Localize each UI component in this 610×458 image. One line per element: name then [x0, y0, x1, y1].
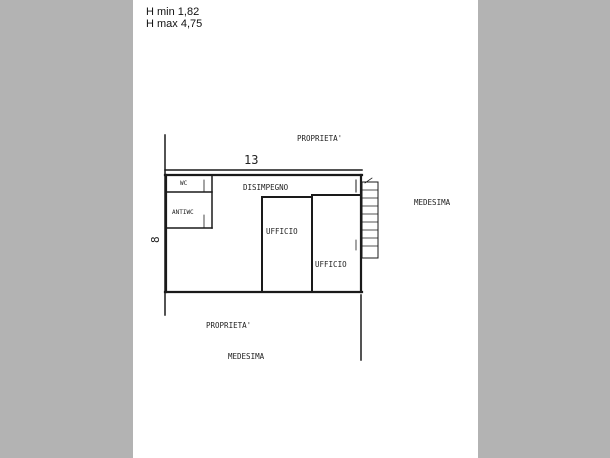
medesima-bottom-label: MEDESIMA [228, 352, 265, 361]
disimpegno-label: DISIMPEGNO [243, 183, 289, 192]
staircase-treads [362, 190, 378, 246]
wc-label: WC [180, 180, 188, 187]
proprieta-bottom-label: PROPRIETA' [206, 321, 252, 330]
top-dimension-label: 13 [244, 153, 259, 167]
height-min-label: H min 1,82 [146, 6, 200, 18]
proprieta-top-label: PROPRIETA' [297, 134, 343, 143]
ufficio-1-label: UFFICIO [266, 227, 298, 236]
side-dimension-label: 8 [149, 236, 162, 243]
ufficio-2-label: UFFICIO [315, 260, 347, 269]
antiwc-label: ANTIWC [172, 209, 194, 216]
height-max-label: H max 4,75 [146, 18, 203, 30]
staircase [362, 182, 378, 258]
ufficio-1-walls [262, 197, 312, 292]
medesima-right-label: MEDESIMA [414, 198, 451, 207]
